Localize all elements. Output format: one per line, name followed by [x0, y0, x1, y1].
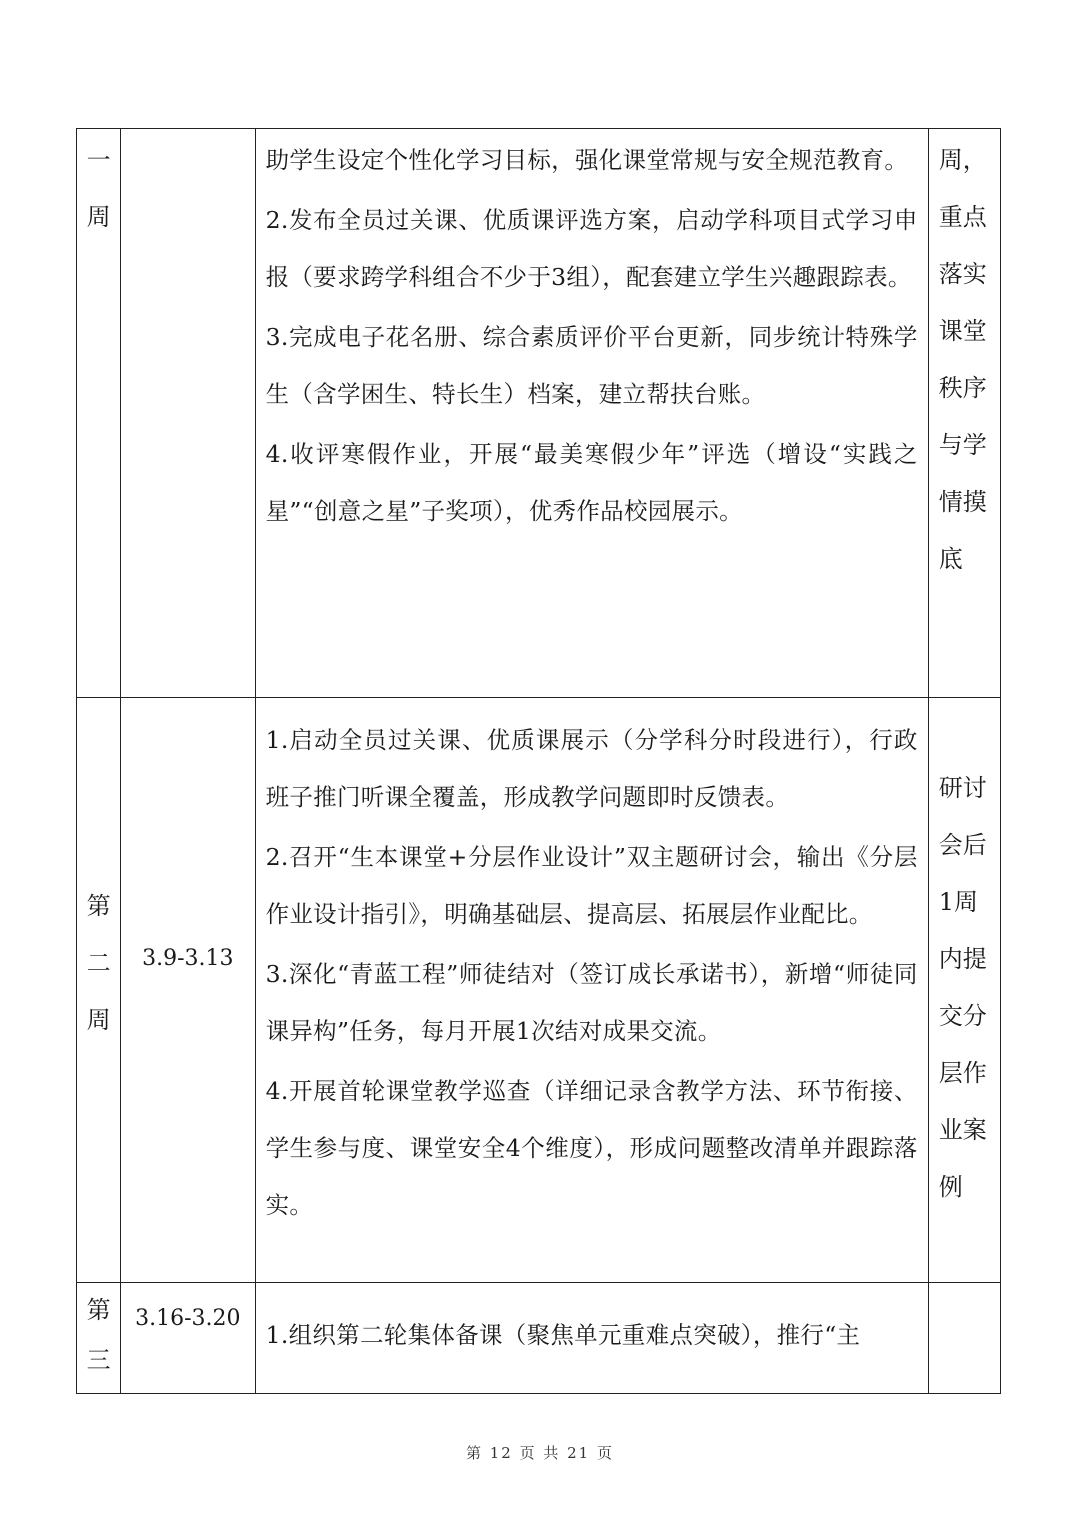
note-text: 研讨会后1周内提交分层作业案例	[938, 774, 987, 1201]
task-item: 2.召开“生本课堂+分层作业设计”双主题研讨会，输出《分层作业设计指引》，明确基础层、提高层、拓展层作业配比。	[265, 843, 918, 928]
week-cell	[77, 698, 121, 1283]
task-item: 1.启动全员过关课、优质课展示（分学科分时段进行），行政班子推门听课全覆盖，形成教学问题即时反馈表。	[265, 726, 918, 811]
content-cell	[255, 129, 928, 698]
note-cell	[928, 1283, 1000, 1394]
week-cell	[77, 1283, 121, 1394]
task-item: 3.完成电子花名册、综合素质评价平台更新，同步统计特殊学生（含学困生、特长生）档案，建立帮扶台账。	[265, 323, 918, 408]
dates-cell	[121, 1283, 255, 1394]
content-cell	[255, 1283, 928, 1394]
schedule-table	[76, 128, 1001, 1394]
table-row	[77, 698, 1001, 1283]
task-item: 4.开展首轮课堂教学巡查（详细记录含教学方法、环节衔接、学生参与度、课堂安全4个维度），形成问题整改清单并跟踪落实。	[265, 1077, 918, 1219]
task-item: 2.发布全员过关课、优质课评选方案，启动学科项目式学习申报（要求跨学科组合不少于3组），配套建立学生兴趣跟踪表。	[265, 206, 918, 291]
table-row	[77, 1283, 1001, 1394]
note-cell	[928, 129, 1000, 698]
page-footer: 第 12 页 共 21 页	[465, 1444, 614, 1462]
task-item: 1.组织第二轮集体备课（聚焦单元重难点突破），推行“主	[265, 1321, 861, 1349]
note-cell	[928, 698, 1000, 1283]
dates-cell	[121, 698, 255, 1283]
week-label: 第三	[86, 1296, 111, 1374]
task-item: 4.收评寒假作业，开展“最美寒假少年”评选（增设“实践之星”“创意之星”子奖项），优秀作品校园展示。	[265, 440, 918, 525]
task-item: 3.深化“青蓝工程”师徒结对（签订成长承诺书），新增“师徒同课异构”任务，每月开展1次结对成果交流。	[265, 960, 918, 1045]
table-row	[77, 129, 1001, 698]
date-range: 3.9-3.13	[142, 946, 234, 971]
note-text: 周，重点落实课堂秩序与学情摸底	[938, 146, 987, 573]
date-range: 3.16-3.20	[135, 1306, 241, 1331]
week-label: 第二周	[86, 892, 111, 1034]
content-cell	[255, 698, 928, 1283]
week-cell	[77, 129, 121, 698]
task-item: 助学生设定个性化学习目标，强化课堂常规与安全规范教育。	[265, 146, 909, 174]
week-label: 一周	[86, 146, 111, 231]
dates-cell	[121, 129, 255, 698]
